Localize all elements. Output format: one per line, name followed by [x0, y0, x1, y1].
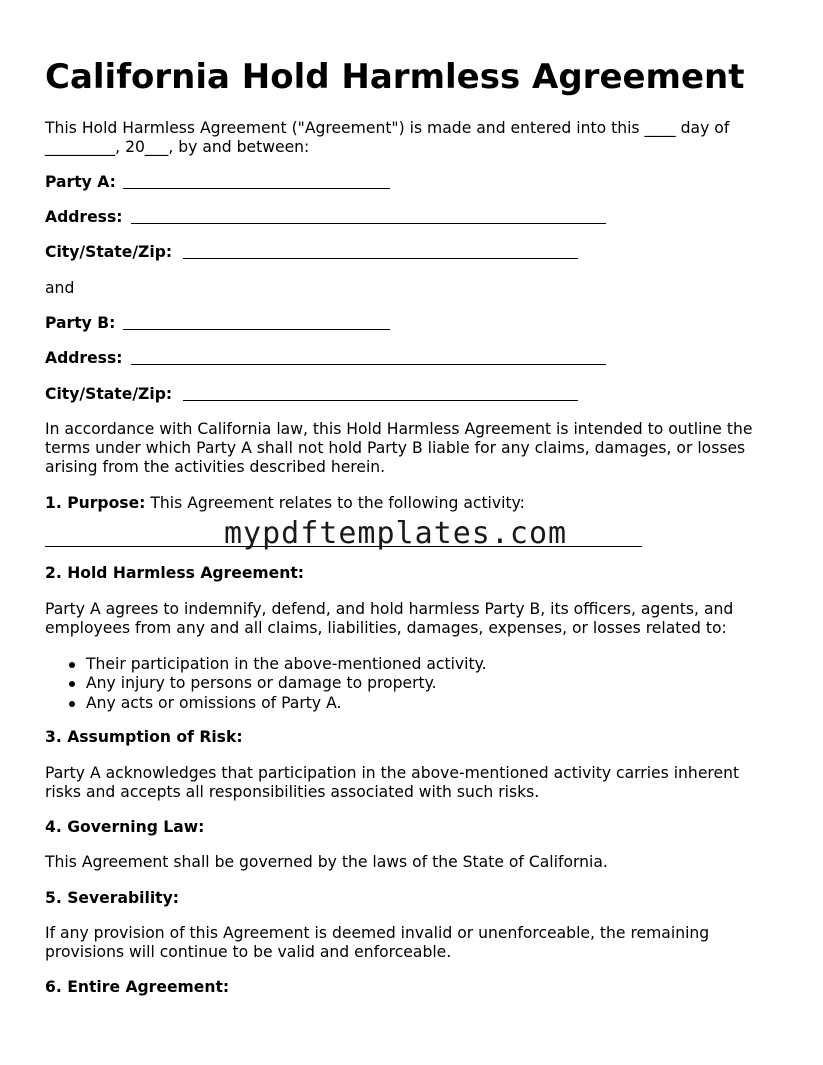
party-b-label: Party B: [45, 314, 116, 332]
watermark-text: mypdftemplates.com [224, 516, 568, 551]
severability-line-2: provisions will continue to be valid and enforceable. [45, 943, 452, 961]
party-a-city-field[interactable] [183, 258, 578, 259]
purpose-heading: 1. Purpose: [45, 494, 146, 512]
hold-harmless-list [45, 655, 487, 713]
party-b-name-field[interactable] [123, 329, 390, 330]
and-text: and [45, 279, 75, 297]
party-b-address-label: Address: [45, 349, 123, 367]
party-a-address-field[interactable] [131, 223, 606, 224]
assumption-line-1: Party A acknowledges that participation in the above-mentioned activity carries inherent [45, 764, 740, 782]
preamble-line-3: arising from the activities described herein. [45, 458, 386, 476]
party-a-address-label: Address: [45, 208, 123, 226]
assumption-line-2: risks and accepts all responsibilities associated with such risks. [45, 783, 540, 801]
party-b-address-field[interactable] [131, 364, 606, 365]
party-a-city-label: City/State/Zip: [45, 243, 173, 261]
list-item: Any acts or omissions of Party A. [45, 694, 487, 713]
list-item: Any injury to persons or damage to property. [45, 674, 487, 693]
hold-harmless-line-2: employees from any and all claims, liabilities, damages, expenses, or losses related to: [45, 619, 727, 637]
severability-heading: 5. Severability: [45, 889, 180, 907]
severability-line-1: If any provision of this Agreement is deemed invalid or unenforceable, the remaining [45, 924, 710, 942]
entire-agreement-heading: 6. Entire Agreement: [45, 978, 230, 996]
hold-harmless-line-1: Party A agrees to indemnify, defend, and hold harmless Party B, its officers, agents, and [45, 600, 734, 618]
party-b-city-field[interactable] [183, 400, 578, 401]
governing-text: This Agreement shall be governed by the laws of the State of California. [45, 853, 608, 871]
list-item: Their participation in the above-mentioned activity. [45, 655, 487, 674]
purpose-paragraph [45, 494, 525, 514]
hold-harmless-heading: 2. Hold Harmless Agreement: [45, 564, 305, 582]
intro-line-2: _________, 20___, by and between: [45, 138, 310, 156]
intro-line-1: This Hold Harmless Agreement ("Agreement") is made and entered into this ____ day of [45, 119, 730, 137]
assumption-heading: 3. Assumption of Risk: [45, 728, 243, 746]
party-a-label: Party A: [45, 173, 116, 191]
governing-heading: 4. Governing Law: [45, 818, 205, 836]
party-a-name-field[interactable] [123, 188, 390, 189]
document-title: California Hold Harmless Agreement [45, 57, 745, 97]
party-b-city-label: City/State/Zip: [45, 385, 173, 403]
preamble-line-1: In accordance with California law, this Hold Harmless Agreement is intended to outline the [45, 420, 753, 438]
purpose-text: This Agreement relates to the following activity: [150, 494, 525, 512]
preamble-line-2: terms under which Party A shall not hold Party B liable for any claims, damages, or losses [45, 439, 746, 457]
